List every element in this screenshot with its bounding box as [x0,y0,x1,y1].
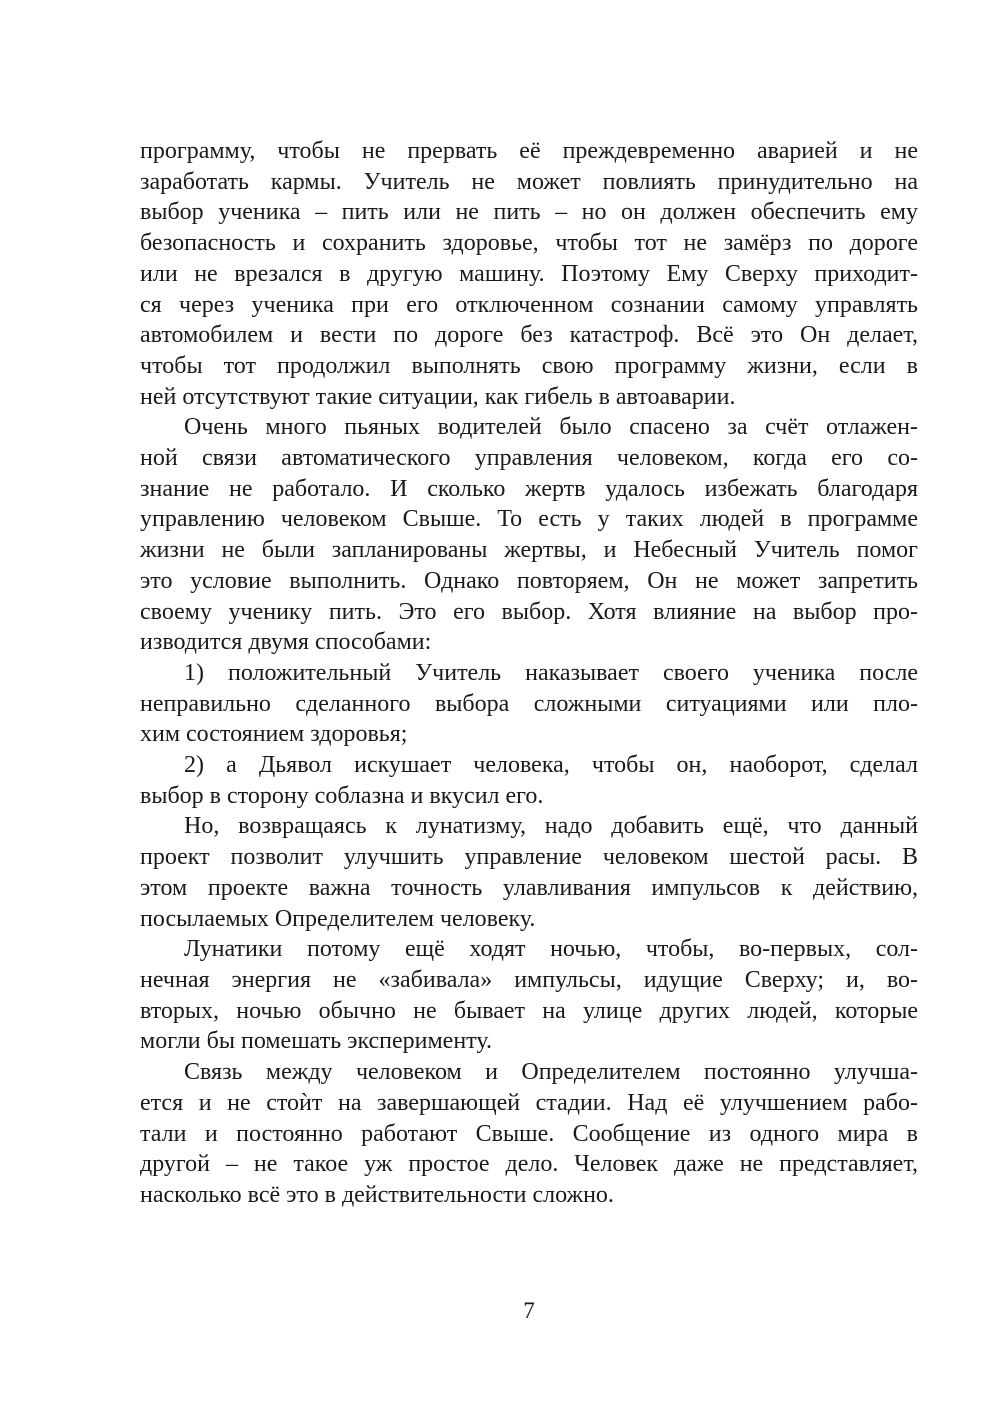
paragraph-continuation [140,136,918,412]
list-item-1 [140,658,918,750]
text-line: безопасность и сохранить здоровье, чтобы тот не замёрз по дороге [140,230,918,257]
text-line: это условие выполнить. Однако повторяем, Он не может запретить [140,567,918,594]
text-line: Очень много пьяных водителей было спасено за счёт отлажен- [184,414,918,441]
text-line: управлению человеком Свыше. То есть у таких людей в программе [140,506,918,533]
text-line: неправильно сделанного выбора сложными ситуациями или пло- [140,690,918,717]
text-line: чтобы тот продолжил выполнять свою программу жизни, если в [140,352,918,379]
text-line: насколько всё это в действительности сложно. [140,1181,614,1208]
text-line: программу, чтобы не прервать её преждевременно аварией и не [140,138,918,164]
text-line: нечная энергия не «забивала» импульсы, идущие Сверху; и, во- [140,966,918,993]
text-line: ной связи автоматического управления человеком, когда его со- [140,445,918,472]
text-line: автомобилем и вести по дороге без катастроф. Всё это Он делает, [140,322,918,349]
text-line: ется и не стоѝт на завершающей стадии. Над её улучшением рабо- [140,1089,918,1116]
text-line: тали и постоянно работают Свыше. Сообщение из одного мира в [140,1120,918,1147]
text-line: выбор ученика – пить или не пить – но он должен обеспечить ему [140,199,918,226]
text-line: вторых, ночью обычно не бывает на улице других людей, которые [140,997,918,1024]
list-item-2 [140,750,918,811]
text-line: посылаемых Определителем человеку. [140,905,536,932]
paragraph [140,412,918,658]
text-line: 1) положительный Учитель наказывает своего ученика после [184,659,918,686]
text-line: хим состоянием здоровья; [140,721,408,748]
text-line: ней отсутствуют такие ситуации, как гибель в автоаварии. [140,383,736,410]
paragraph [140,811,918,934]
text-line: выбор в сторону соблазна и вкусил его. [140,782,544,809]
paragraph [140,1057,918,1211]
text-line: заработать кармы. Учитель не может повлиять принудительно на [140,168,918,195]
text-line: Связь между человеком и Определителем постоянно улучша- [184,1059,918,1086]
text-line: знание не работало. И сколько жертв удалось избежать благодаря [140,475,918,502]
text-line: жизни не были запланированы жертвы, и Небесный Учитель помог [140,537,918,564]
paragraph [140,934,918,1057]
text-line: или не врезался в другую машину. Поэтому Ему Сверху приходит- [140,260,918,287]
text-line: своему ученику пить. Это его выбор. Хотя влияние на выбор про- [140,598,918,625]
page-number: 7 [523,1298,535,1323]
text-line: другой – не такое уж простое дело. Человек даже не представляет, [140,1151,918,1178]
text-line: проект позволит улучшить управление человеком шестой расы. В [140,844,918,871]
text-line: могли бы помешать эксперименту. [140,1028,492,1055]
text-line: 2) а Дьявол искушает человека, чтобы он, наоборот, сделал [184,752,918,779]
text-block [140,136,918,1211]
text-line: Лунатики потому ещё ходят ночью, чтобы, во-первых, сол- [184,936,918,963]
text-line: Но, возвращаясь к лунатизму, надо добавить ещё, что данный [184,813,918,840]
text-line: изводится двумя способами: [140,629,432,656]
text-line: этом проекте важна точность улавливания импульсов к действию, [140,874,918,901]
text-line: ся через ученика при его отключенном сознании самому управлять [140,291,918,318]
